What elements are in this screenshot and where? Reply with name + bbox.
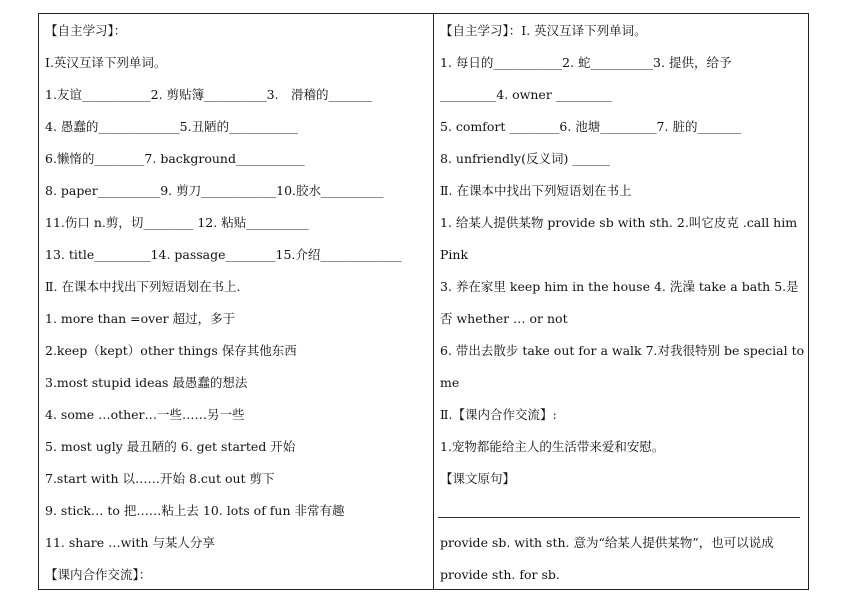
left-line: 5. most ugly 最丑陋的 6. get started 开始 [45,439,296,454]
left-line: 7.start with 以……开始 8.cut out 剪下 [45,471,275,486]
right-line: Ⅱ.【课内合作交流】: [440,407,557,422]
left-line: 【课内合作交流】： [45,567,152,582]
left-line: Ⅰ.英汉互译下列单词。 [45,55,167,70]
left-line: 9. stick… to 把……粘上去 10. lots of fun 非常有趣 [45,503,345,518]
left-line: 11. share …with 与某人分享 [45,535,215,550]
left-line: 6.懒惰的________7. background___________ [45,151,305,166]
left-line: 1. more than =over 超过，多于 [45,311,236,326]
right-line: _________4. owner _________ [440,87,613,102]
answer-blank-line [438,517,800,518]
right-line: 否 whether … or not [440,311,568,326]
right-line: 1. 给某人提供某物 provide sb with sth. 2.叫它皮克 .call him [440,215,798,230]
right-line: provide sth. for sb. [440,567,560,582]
left-line: 【自主学习】： [45,23,127,38]
left-line: 2.keep（kept）other things 保存其他东西 [45,343,297,358]
left-line: 1.友谊___________2. 剪贴簿__________3. 滑稽的_______ [45,87,373,102]
right-line: 【自主学习】：Ⅰ. 英汉互译下列单词。 [440,23,647,38]
worksheet-table [38,13,809,590]
right-line: 3. 养在家里 keep him in the house 4. 洗澡 take a bath 5.是 [440,279,799,294]
left-line: 4. 愚蠢的_____________5.丑陋的___________ [45,119,298,134]
left-line: Ⅱ. 在课本中找出下列短语划在书上. [45,279,241,294]
left-line: 3.most stupid ideas 最愚蠢的想法 [45,375,248,390]
right-line: Ⅱ. 在课本中找出下列短语划在书上 [440,183,632,198]
right-line: provide sb. with sth. 意为“给某人提供某物”，也可以说成 [440,535,774,550]
right-line: 1. 每日的___________2. 蛇__________3. 提供，给予 [440,55,732,70]
right-line: Pink [440,247,469,262]
left-line: 11.伤口 n.剪，切________ 12. 粘贴__________ [45,215,309,230]
right-column [434,14,810,589]
left-column [39,14,433,589]
right-line: me [440,375,460,390]
right-line: 5. comfort ________6. 池塘_________7. 脏的_______ [440,119,742,134]
right-line: 1.宠物都能给主人的生活带来爱和安慰。 [440,439,665,454]
right-line: 6. 带出去散步 take out for a walk 7.对我很特别 be special to [440,343,805,358]
right-line: 【课文原句】 [440,471,516,486]
right-line: 8. unfriendly(反义词) ______ [440,151,610,166]
left-line: 8. paper__________9. 剪刀____________10.胶水__________ [45,183,384,198]
left-line: 13. title_________14. passage________15.介绍_____________ [45,247,402,262]
left-line: 4. some …other…一些……另一些 [45,407,245,422]
